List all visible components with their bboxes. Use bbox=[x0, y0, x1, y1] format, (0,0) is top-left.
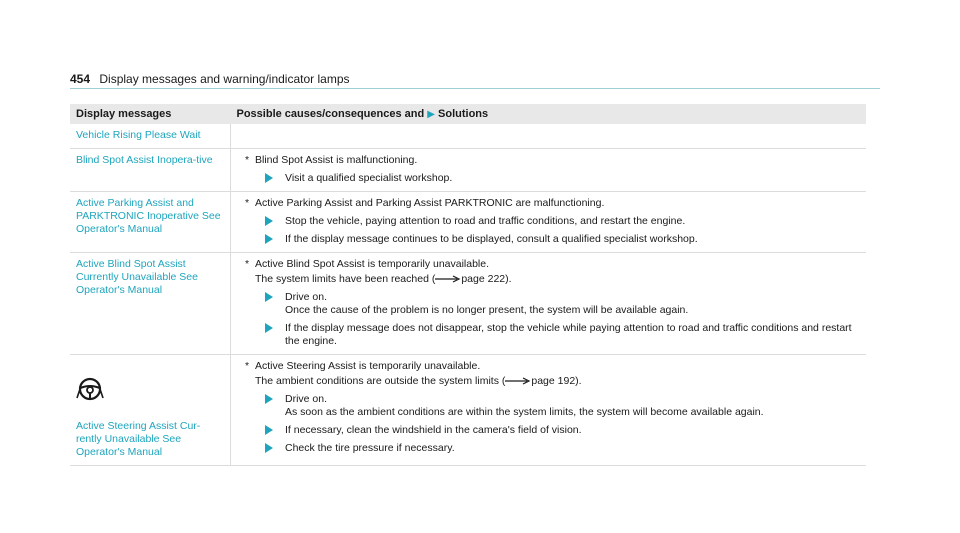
action-step: If the display message does not disappear, stop the vehicle while paying attention to road and traffic conditions and restart the engine. bbox=[245, 322, 860, 348]
step-arrow-icon bbox=[265, 292, 273, 302]
action-step: If necessary, clean the windshield in the camera's field of vision. bbox=[245, 424, 860, 437]
action-step: If the display message continues to be displayed, consult a qualified specialist workshop. bbox=[245, 233, 860, 246]
action-step: Drive on. As soon as the ambient conditions are within the system limits, the system will become available again. bbox=[245, 393, 860, 419]
table-row bbox=[70, 192, 866, 253]
page-header bbox=[70, 72, 880, 89]
page-reference-arrow-icon bbox=[505, 377, 531, 385]
page-reference-link[interactable]: page 222). bbox=[461, 273, 512, 285]
cause-detail: The system limits have been reached ( page 222). bbox=[255, 273, 512, 285]
page-reference-link[interactable]: page 192). bbox=[531, 375, 582, 387]
step-arrow-icon bbox=[265, 173, 273, 183]
cause-text: * Active Steering Assist is temporarily unavailable. bbox=[245, 360, 481, 372]
solution-cell bbox=[231, 355, 867, 466]
solution-cell bbox=[231, 124, 867, 149]
column-header-solutions: Possible causes/consequences and ▶ Solutions bbox=[231, 104, 867, 124]
table-row bbox=[70, 124, 866, 149]
message-cell bbox=[70, 355, 231, 466]
table-row bbox=[70, 253, 866, 355]
cause-text: * Blind Spot Assist is malfunctioning. bbox=[245, 154, 418, 166]
step-arrow-icon bbox=[265, 394, 273, 404]
step-arrow-icon bbox=[265, 443, 273, 453]
cause-text: * Active Parking Assist and Parking Assist PARKTRONIC are malfunctioning. bbox=[245, 197, 605, 209]
column-header-messages: Display messages bbox=[70, 104, 231, 124]
cause-text: * Active Blind Spot Assist is temporarily unavailable. bbox=[245, 258, 490, 270]
table-row bbox=[70, 355, 866, 466]
action-step: Visit a qualified specialist workshop. bbox=[245, 172, 860, 185]
action-step: Check the tire pressure if necessary. bbox=[245, 442, 860, 455]
message-cell: Active Blind Spot Assist Currently Unavailable See Operator's Manual bbox=[70, 253, 231, 355]
step-arrow-icon bbox=[265, 234, 273, 244]
message-text: Active Steering Assist Cur-rently Unavailable See Operator's Manual bbox=[76, 420, 201, 458]
steering-wheel-icon bbox=[76, 376, 104, 402]
solution-cell bbox=[231, 253, 867, 355]
cause-detail: The ambient conditions are outside the system limits ( page 192). bbox=[255, 375, 582, 387]
action-step: Stop the vehicle, paying attention to road and traffic conditions, and restart the engine. bbox=[245, 215, 860, 228]
page-header-title: Display messages and warning/indicator lamps bbox=[99, 72, 350, 86]
message-cell: Active Parking Assist and PARKTRONIC Inoperative See Operator's Manual bbox=[70, 192, 231, 253]
page-reference-arrow-icon bbox=[435, 275, 461, 283]
solution-cell bbox=[231, 149, 867, 192]
step-arrow-icon bbox=[265, 216, 273, 226]
page-number: 454 bbox=[70, 72, 91, 86]
step-arrow-icon bbox=[265, 323, 273, 333]
message-cell: Blind Spot Assist Inopera-tive bbox=[70, 149, 231, 192]
solution-cell bbox=[231, 192, 867, 253]
display-messages-table bbox=[70, 104, 866, 466]
table-row bbox=[70, 149, 866, 192]
solution-arrow-icon: ▶ bbox=[427, 108, 435, 120]
step-arrow-icon bbox=[265, 425, 273, 435]
table-header-row bbox=[70, 104, 866, 124]
message-cell: Vehicle Rising Please Wait bbox=[70, 124, 231, 149]
action-step: Drive on. Once the cause of the problem is no longer present, the system will be available again. bbox=[245, 291, 860, 317]
